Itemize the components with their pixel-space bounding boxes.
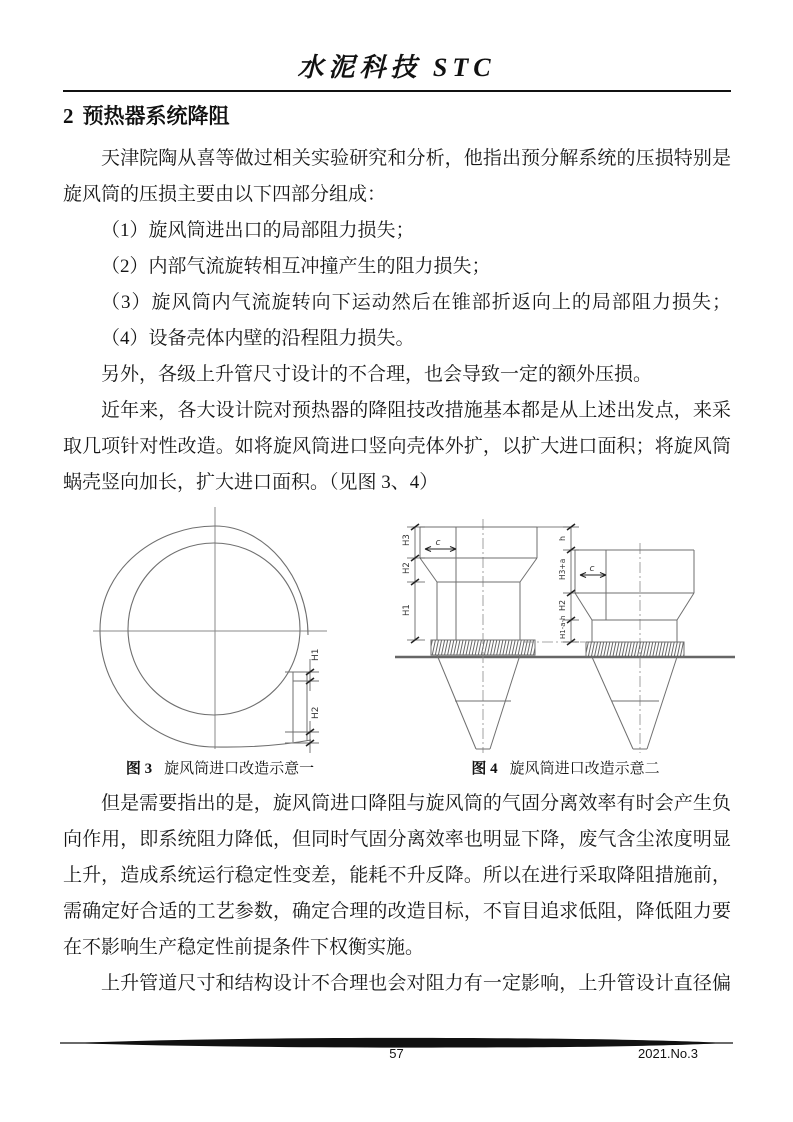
cyclone-top-view [85,503,355,755]
dim-label-h1: H1 [311,648,321,661]
figure-4-diagram [393,503,738,755]
hatch-band [586,642,684,657]
inlet-ramp [575,593,592,620]
page-number: 57 [389,1046,404,1061]
list-item: （3）旋风筒内气流旋转向下运动然后在锥部折返向上的局部阻力损失； [101,292,731,313]
figure-4-caption-text: 旋风筒进口改造示意二 [509,761,660,777]
text-line: 上升，造成系统运行稳定性变差，能耗不升反降。所以在进行采取降阻措施前， [63,865,731,886]
dim-label-H3: H3 [402,534,412,546]
figure-3-caption [85,757,355,779]
dim-label-H2: H2 [402,562,412,574]
inlet-ramp [420,558,437,582]
figure-3-diagram [85,503,355,755]
dim-label-H1ah: H1-a-h [559,615,567,639]
figure-3-caption-text: 旋风筒进口改造示意一 [164,761,315,777]
text-line: 但是需要指出的是，旋风筒进口降阻与旋风筒的气固分离效率有时会产生负 [101,793,731,814]
section-heading [63,103,230,130]
cone-right [647,657,677,749]
text-line: 需确定好合适的工艺参数，确定合理的改造目标，不盲目追求低阻，降低阻力要 [63,901,731,922]
text-block-2 [63,786,731,1002]
text-line: 蜗壳竖向加长，扩大进口面积。（见图 3、4） [63,472,439,493]
text-line: 近年来，各大设计院对预热器的降阻技改措施基本都是从上述出发点，来采 [101,400,731,421]
cyclone-left [420,519,537,753]
cyclone-elevations [393,503,738,755]
text-line: 向作用，即系统阻力降低，但同时气固分离效率也明显下降，废气含尘浓度明显 [63,829,731,850]
dim-label-H3a: H3+a [558,558,567,580]
journal-title: 水泥科技 STC [297,53,496,82]
issue-number: 2021.No.3 [638,1046,698,1061]
list-item: （4）设备壳体内壁的沿程阻力损失。 [101,328,415,349]
list-item: （1）旋风筒进出口的局部阻力损失； [101,220,415,241]
figure-3-label: 图 3 [125,761,153,777]
dim-label-c-left: c [435,538,441,548]
cone-left [437,655,476,749]
cone-left [592,657,633,749]
inner-circle [128,543,300,715]
text-block-1 [63,141,731,501]
dim-label-h2: H2 [311,706,321,719]
text-line: 天津院陶从喜等做过相关实验研究和分析，他指出预分解系统的压损特别是 [101,148,731,169]
dim-label-c-right: c [589,564,595,574]
section-number: 2 [63,104,74,128]
text-line: 上升管道尺寸和结构设计不合理也会对阻力有一定影响，上升管设计直径偏 [101,973,731,994]
cone-right [490,655,520,749]
dim-c-left [425,547,456,552]
header-rule [63,90,731,92]
figure-4-caption [398,757,733,779]
text-line: 取几项针对性改造。如将旋风筒进口竖向壳体外扩，以扩大进口面积；将旋风筒 [63,436,731,457]
dim-label-H1: H1 [402,604,412,616]
section-title: 预热器系统降阻 [82,105,230,128]
figure-4-label: 图 4 [471,761,498,777]
volute-outline [100,526,311,747]
dim-label-H2: H2 [558,599,567,611]
dim-label-h: h [558,535,567,541]
list-item: （2）内部气流旋转相互冲撞产生的阻力损失； [101,256,491,277]
text-line: 另外，各级上升管尺寸设计的不合理，也会导致一定的额外压损。 [101,364,653,385]
text-line: 在不影响生产稳定性前提条件下权衡实施。 [63,937,425,958]
text-line: 旋风筒的压损主要由以下四部分组成： [63,184,387,205]
hatch-band [431,640,535,655]
